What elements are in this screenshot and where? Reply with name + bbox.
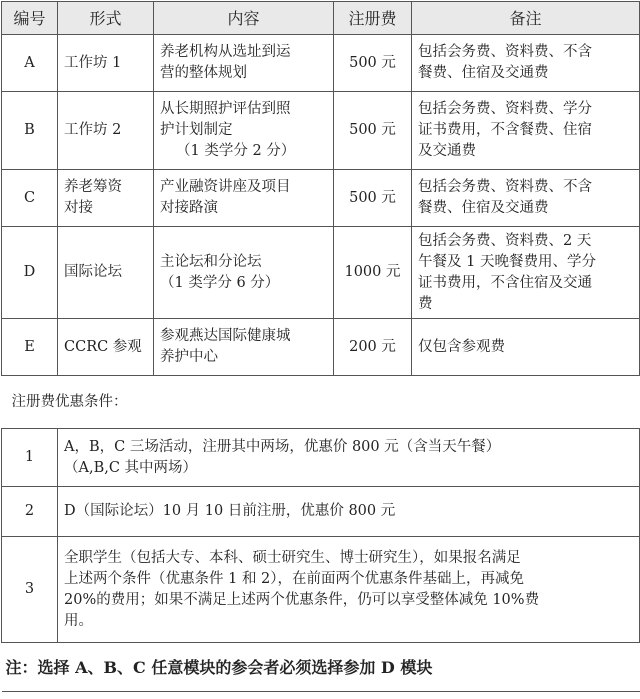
- row-form-line: 对接: [64, 200, 93, 216]
- row-form: [58, 170, 154, 227]
- table-row: [2, 227, 640, 319]
- row-content: [154, 227, 334, 319]
- row-form: [58, 227, 154, 319]
- row-form-line: 养老筹资: [64, 179, 122, 195]
- header-form: 形式: [58, 2, 154, 35]
- row-fee: 200 元: [334, 319, 412, 376]
- row-fee: 500 元: [334, 170, 412, 227]
- header-content: 内容: [154, 2, 334, 35]
- row-form-line: CCRC 参观: [64, 338, 142, 355]
- discount-number: 1: [2, 429, 58, 487]
- row-remark-line: 及交通费: [418, 143, 476, 159]
- row-content-line: 从长期照护评估到照: [160, 101, 291, 117]
- discount-line: 全职学生（包括大专、本科、硕士研究生、博士研究生），如果报名满足: [64, 549, 521, 566]
- discount-title: 注册费优惠条件：: [2, 376, 640, 429]
- row-content-line: 护计划制定: [160, 122, 233, 138]
- row-content-line: 对接路演: [160, 200, 218, 216]
- header-id: 编号: [2, 2, 58, 35]
- row-content-line: 参观燕达国际健康城: [160, 328, 291, 344]
- row-remark-line: 餐费、住宿及交通费: [418, 200, 549, 216]
- discount-line: （A,B,C 其中两场）: [64, 459, 198, 476]
- discount-number: 2: [2, 487, 58, 537]
- fee-table: [1, 1, 640, 692]
- row-remark-line: 包括会务费、资料费、2 天: [418, 232, 592, 249]
- row-content: [154, 92, 334, 170]
- row-form-line: 工作坊 2: [64, 122, 122, 138]
- row-id: B: [2, 92, 58, 170]
- discount-row: [2, 537, 640, 643]
- table-header-row: [2, 2, 640, 35]
- discount-line: 用。: [64, 612, 93, 629]
- row-form: [58, 35, 154, 92]
- registration-fee-document: [0, 1, 640, 699]
- row-content-line: 营的整体规划: [160, 65, 247, 81]
- row-id: D: [2, 227, 58, 319]
- table-row: [2, 319, 640, 376]
- row-remark-line: 证书费用，不含餐费、住宿: [418, 122, 592, 138]
- row-remark-line: 证书费用，不含住宿及交通: [418, 274, 592, 291]
- row-content-line: 养老机构从选址到运: [160, 44, 291, 60]
- row-remark: [412, 35, 640, 92]
- row-fee: 500 元: [334, 92, 412, 170]
- header-remark: 备注: [412, 2, 640, 35]
- row-content: [154, 35, 334, 92]
- discount-line: 上述两个条件（优惠条件 1 和 2），在前面两个优惠条件基础上，再减免: [64, 570, 525, 587]
- row-id: E: [2, 319, 58, 376]
- row-form: [58, 92, 154, 170]
- row-content: [154, 319, 334, 376]
- row-remark-line: 餐费、住宿及交通费: [418, 65, 549, 81]
- discount-row: [2, 429, 640, 487]
- table-row: [2, 35, 640, 92]
- discount-number: 3: [2, 537, 58, 643]
- row-remark: [412, 319, 640, 376]
- row-id: A: [2, 35, 58, 92]
- row-content: [154, 170, 334, 227]
- row-content-line: （1 类学分 6 分）: [160, 274, 280, 291]
- row-id: C: [2, 170, 58, 227]
- final-note: 注：选择 A、B、C 任意模块的参会者必须选择参加 D 模块: [2, 643, 640, 692]
- row-content-line: （1 类学分 2 分）: [176, 143, 296, 159]
- row-fee: 1000 元: [334, 227, 412, 319]
- row-form: [58, 319, 154, 376]
- row-remark: [412, 170, 640, 227]
- row-remark-line: 包括会务费、资料费、学分: [418, 101, 592, 117]
- row-content-line: 主论坛和分论坛: [160, 253, 262, 270]
- discount-line: 20%的费用；如果不满足上述两个优惠条件，仍可以享受整体减免 10%费: [64, 591, 540, 608]
- final-note-row: [2, 643, 640, 692]
- discount-line: D（国际论坛）10 月 10 日前注册，优惠价 800 元: [64, 503, 396, 519]
- row-content-line: 养护中心: [160, 349, 218, 365]
- discount-title-row: [2, 376, 640, 429]
- row-remark-line: 包括会务费、资料费、不含: [418, 44, 592, 60]
- discount-text: [58, 537, 640, 643]
- row-remark-line: 仅包含参观费: [418, 338, 505, 355]
- row-form-line: 工作坊 1: [64, 54, 122, 71]
- discount-row: [2, 487, 640, 537]
- row-content-line: 产业融资讲座及项目: [160, 179, 291, 195]
- row-remark-line: 午餐及 1 天晚餐费用、学分: [418, 253, 596, 270]
- row-remark: [412, 227, 640, 319]
- row-remark-line: 包括会务费、资料费、不含: [418, 179, 592, 195]
- row-fee: 500 元: [334, 35, 412, 92]
- table-row: [2, 170, 640, 227]
- discount-text: [58, 429, 640, 487]
- discount-text: [58, 487, 640, 537]
- discount-line: A，B，C 三场活动，注册其中两场，优惠价 800 元（含当天午餐）: [64, 438, 501, 455]
- header-fee: 注册费: [334, 2, 412, 35]
- table-row: [2, 92, 640, 170]
- row-remark: [412, 92, 640, 170]
- row-form-line: 国际论坛: [64, 264, 122, 280]
- row-remark-line: 费: [418, 295, 433, 312]
